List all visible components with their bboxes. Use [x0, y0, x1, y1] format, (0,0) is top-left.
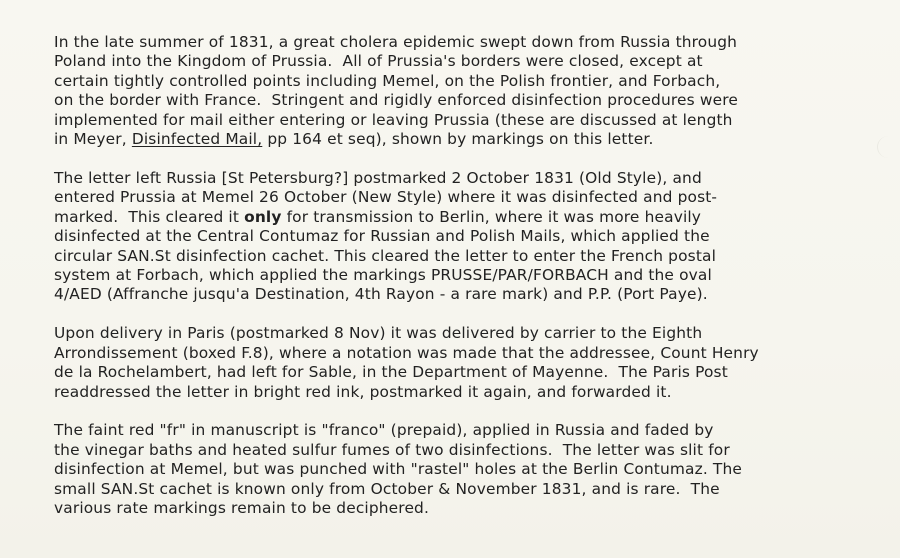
text-line	[54, 208, 854, 227]
text-line: disinfection at Memel, but was punched with "rastel" holes at the Berlin Contumaz. The	[54, 460, 743, 479]
text-line: small SAN.St cachet is known only from October & November 1831, and is rare. The	[54, 479, 720, 498]
text-line: Upon delivery in Paris (postmarked 8 Nov) it was delivered by carrier to the Eighth	[54, 324, 703, 343]
paragraph-4	[54, 421, 854, 518]
text-segment: marked. This cleared it	[54, 207, 245, 226]
text-segment: for transmission to Berlin, where it was more heavily	[281, 207, 702, 226]
paragraph-2	[54, 169, 854, 305]
text-line: circular SAN.St disinfection cachet. This cleared the letter to enter the French postal	[54, 246, 717, 265]
text-line: system at Forbach, which applied the markings PRUSSE/PAR/FORBACH and the oval	[54, 265, 712, 284]
text-line: disinfected at the Central Contumaz for Russian and Polish Mails, which applied the	[54, 227, 710, 246]
text-line: The faint red "fr" in manuscript is "franco" (prepaid), applied in Russia and faded by	[54, 421, 714, 440]
text-line: The letter left Russia [St Petersburg?] postmarked 2 October 1831 (Old Style), and	[54, 168, 702, 187]
text-line: certain tightly controlled points including Memel, on the Polish frontier, and Forbach,	[54, 71, 721, 90]
text-line	[54, 130, 854, 149]
text-line: the vinegar baths and heated sulfur fumes of two disinfections. The letter was slit for	[54, 440, 730, 459]
text-line: entered Prussia at Memel 26 October (New Style) where it was disinfected and post-	[54, 188, 718, 207]
emphasis-bold: only	[244, 207, 282, 226]
paragraph-1	[54, 33, 854, 149]
text-segment: pp 164 et seq), shown by markings on this letter.	[262, 130, 654, 149]
text-line: 4/AED (Affranche jusqu'a Destination, 4th Rayon - a rare mark) and P.P. (Port Paye).	[54, 285, 708, 304]
paragraph-3	[54, 324, 854, 402]
text-line: various rate markings remain to be deciphered.	[54, 499, 430, 518]
text-line: readdressed the letter in bright red ink, postmarked it again, and forwarded it.	[54, 382, 672, 401]
page-edge-mark	[877, 136, 900, 158]
text-line: Arrondissement (boxed F.8), where a notation was made that the addressee, Count Henry	[54, 343, 759, 362]
text-line: In the late summer of 1831, a great cholera epidemic swept down from Russia through	[54, 33, 738, 51]
text-line: implemented for mail either entering or leaving Prussia (these are discussed at length	[54, 110, 733, 129]
text-line: on the border with France. Stringent and rigidly enforced disinfection procedures were	[54, 91, 738, 110]
text-line: Poland into the Kingdom of Prussia. All of Prussia's borders were closed, except at	[54, 52, 703, 71]
book-title-underlined: Disinfected Mail,	[131, 130, 263, 149]
text-segment: in Meyer,	[54, 130, 132, 149]
text-line: de la Rochelambert, had left for Sable, in the Department of Mayenne. The Paris Post	[54, 363, 728, 382]
document-text	[54, 33, 854, 538]
